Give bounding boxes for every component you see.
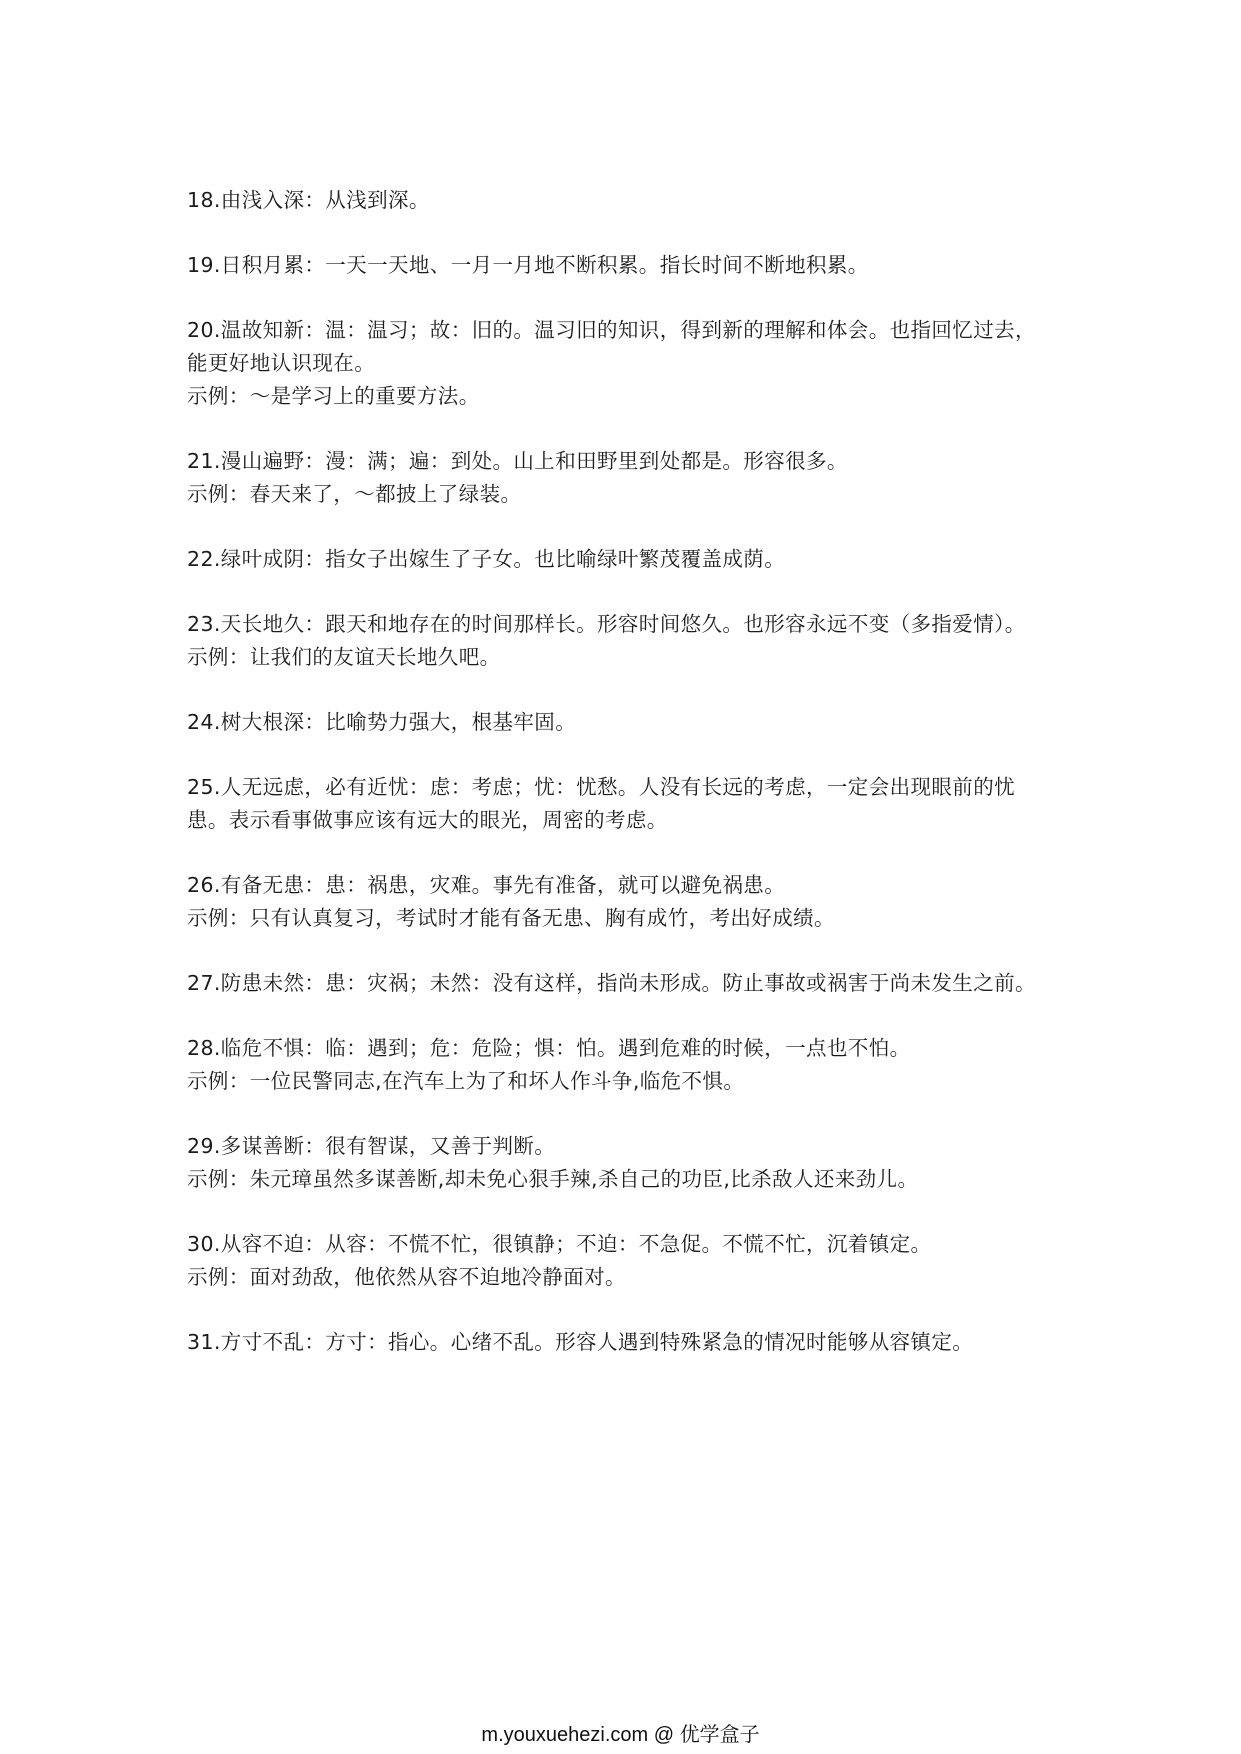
entry-line: 20.温故知新：温：温习；故：旧的。温习旧的知识，得到新的理解和体会。也指回忆过去， [187,318,1036,342]
entry-line: 25.人无远虑，必有近忧：虑：考虑；忧：忧愁。人没有长远的考虑，一定会出现眼前的忧 [187,775,1015,799]
idiom-entry-26 [187,869,1067,935]
entry-line: 28.临危不惧：临：遇到；危：危险；惧：怕。遇到危难的时候，一点也不怕。 [187,1036,911,1060]
entry-line: 23.天长地久：跟天和地存在的时间那样长。形容时间悠久。也形容永远不变（多指爱情）。 [187,612,1026,636]
entry-example: 示例：只有认真复习，考试时才能有备无患、胸有成竹，考出好成绩。 [187,906,835,930]
entry-line: 18.由浅入深：从浅到深。 [187,188,430,212]
idiom-entry-22 [187,543,1067,576]
idiom-entry-31 [187,1326,1067,1359]
entry-line: 24.树大根深：比喻势力强大，根基牢固。 [187,710,577,734]
entry-line: 26.有备无患：患：祸患，灾难。事先有准备，就可以避免祸患。 [187,873,786,897]
entry-line: 27.防患未然：患：灾祸；未然：没有这样，指尚未形成。防止事故或祸害于尚未发生之前。 [187,971,1036,995]
idiom-entry-19 [187,249,1067,282]
idiom-entry-29 [187,1130,1067,1196]
idiom-entry-28 [187,1032,1067,1098]
document-body [187,184,1067,1391]
entry-line: 30.从容不迫：从容：不慌不忙，很镇静；不迫：不急促。不慌不忙，沉着镇定。 [187,1232,932,1256]
idiom-entry-20 [187,314,1067,413]
entry-example: 示例：面对劲敌，他依然从容不迫地冷静面对。 [187,1265,626,1289]
entry-example: 示例：朱元璋虽然多谋善断,却未免心狠手辣,杀自己的功臣,比杀敌人还来劲儿。 [187,1167,919,1191]
entry-example: 示例：一位民警同志,在汽车上为了和坏人作斗争,临危不惧。 [187,1069,745,1093]
idiom-entry-25 [187,771,1067,837]
entry-line: 患。表示看事做事应该有远大的眼光，周密的考虑。 [187,808,668,832]
idiom-entry-27 [187,967,1067,1000]
entry-line: 31.方寸不乱：方寸：指心。心绪不乱。形容人遇到特殊紧急的情况时能够从容镇定。 [187,1330,974,1354]
entry-line: 19.日积月累：一天一天地、一月一月地不断积累。指长时间不断地积累。 [187,253,869,277]
entry-example: 示例：春天来了，～都披上了绿装。 [187,482,522,506]
idiom-entry-30 [187,1228,1067,1294]
entry-example: 示例：让我们的友谊天长地久吧。 [187,645,501,669]
entry-line: 29.多谋善断：很有智谋，又善于判断。 [187,1134,556,1158]
entry-line: 能更好地认识现在。 [187,351,376,375]
idiom-entry-21 [187,445,1067,511]
entry-line: 21.漫山遍野：漫：满；遍：到处。山上和田野里到处都是。形容很多。 [187,449,848,473]
idiom-entry-24 [187,706,1067,739]
footer-watermark: m.youxuehezi.com @ 优学盒子 [481,1724,760,1746]
idiom-entry-23 [187,608,1067,674]
entry-example: 示例：～是学习上的重要方法。 [187,384,480,408]
entry-line: 22.绿叶成阴：指女子出嫁生了子女。也比喻绿叶繁茂覆盖成荫。 [187,547,786,571]
idiom-entry-18 [187,184,1067,217]
